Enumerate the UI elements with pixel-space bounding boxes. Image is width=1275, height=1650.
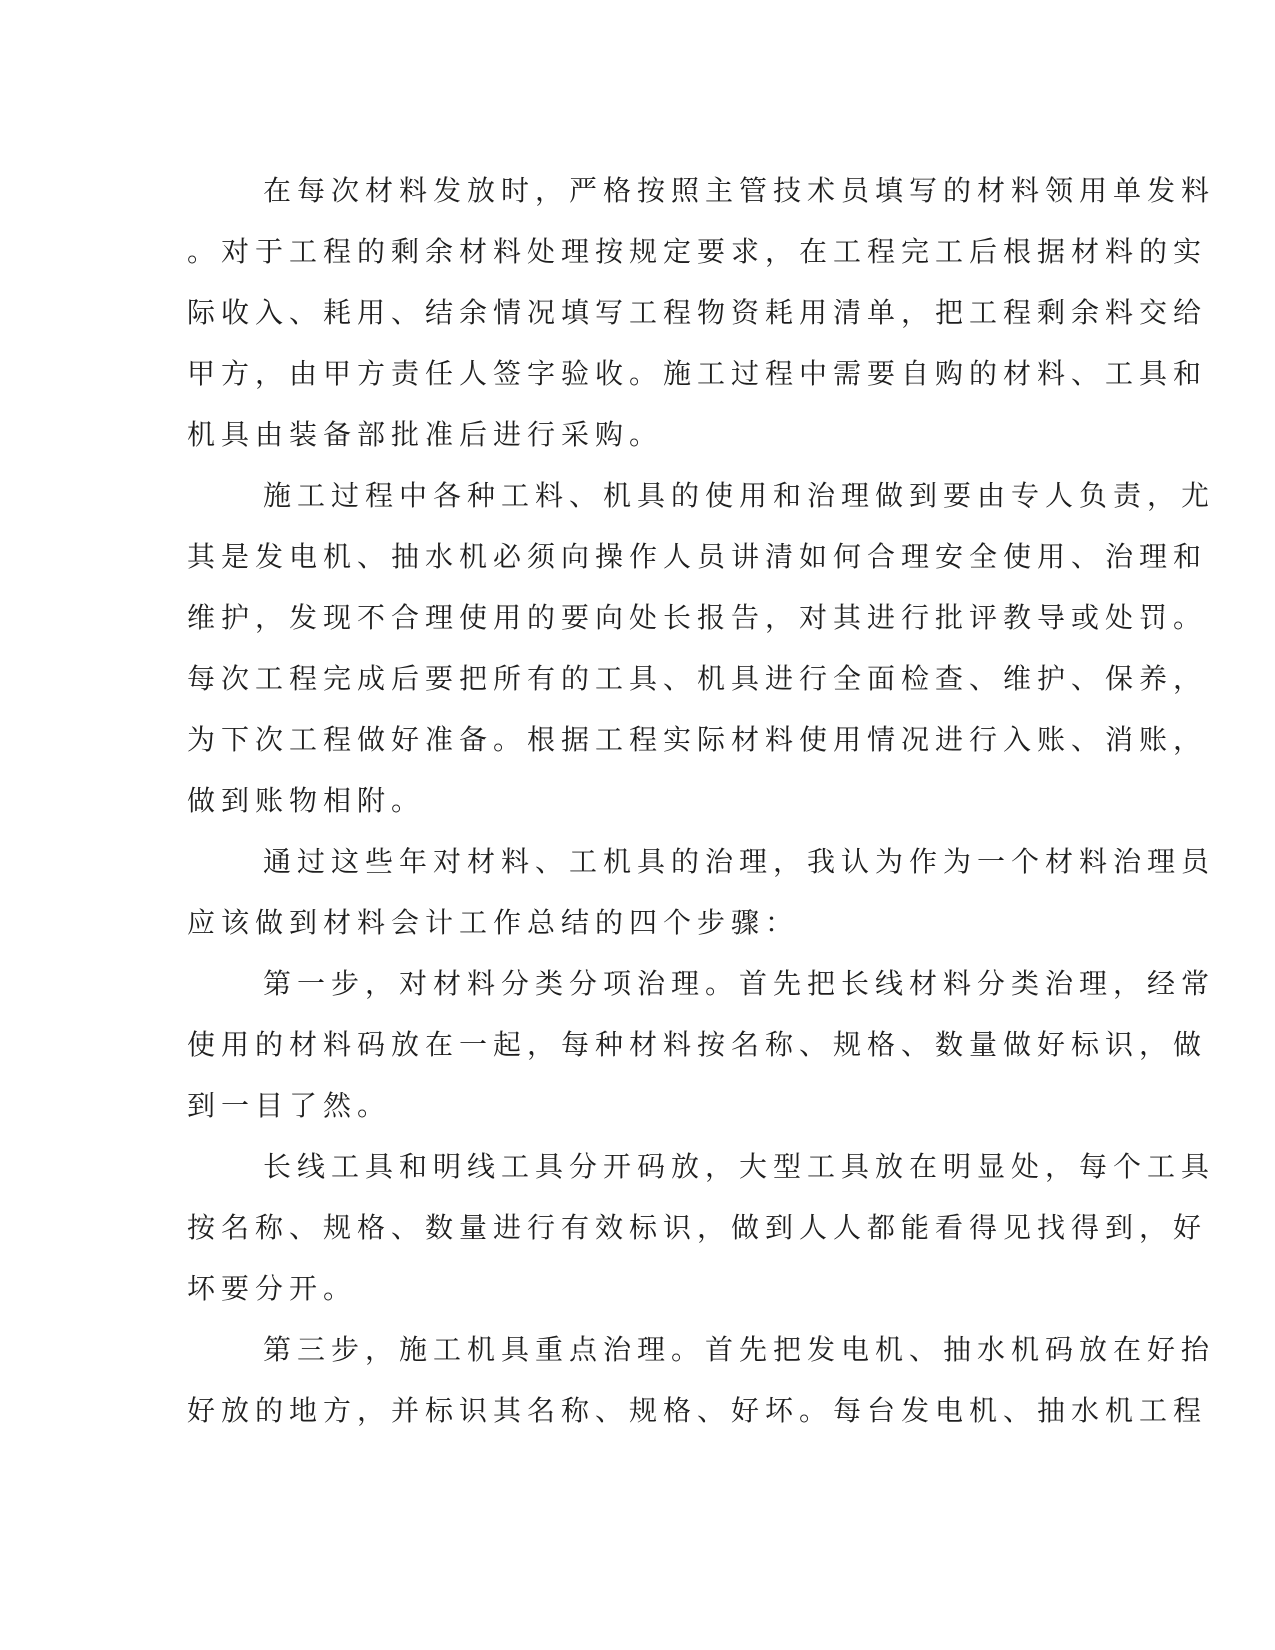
text-line: 其是发电机、抽水机必须向操作人员讲清如何合理安全使用、治理和 <box>187 540 1208 573</box>
text-line: 第一步，对材料分类分项治理。首先把长线材料分类治理，经常 <box>263 967 1216 1000</box>
text-line: 坏要分开。 <box>187 1272 358 1305</box>
text-line: 第三步，施工机具重点治理。首先把发电机、抽水机码放在好抬 <box>263 1333 1216 1366</box>
text-line: 长线工具和明线工具分开码放，大型工具放在明显处，每个工具 <box>263 1150 1216 1183</box>
text-line: 使用的材料码放在一起，每种材料按名称、规格、数量做好标识，做 <box>187 1028 1208 1061</box>
text-line: 应该做到材料会计工作总结的四个步骤： <box>187 906 800 939</box>
text-line: 每次工程完成后要把所有的工具、机具进行全面检查、维护、保养， <box>187 662 1208 695</box>
text-line: 甲方，由甲方责任人签字验收。施工过程中需要自购的材料、工具和 <box>187 357 1208 390</box>
text-line: 。对于工程的剩余材料处理按规定要求，在工程完工后根据材料的实 <box>187 235 1208 268</box>
text-line: 际收入、耗用、结余情况填写工程物资耗用清单，把工程剩余料交给 <box>187 296 1208 329</box>
body-text <box>187 160 1216 1441</box>
text-line: 好放的地方，并标识其名称、规格、好坏。每台发电机、抽水机工程 <box>187 1394 1208 1427</box>
text-line: 维护，发现不合理使用的要向处长报告，对其进行批评教导或处罚。 <box>187 601 1208 634</box>
text-line: 做到账物相附。 <box>187 784 426 817</box>
text-line: 按名称、规格、数量进行有效标识，做到人人都能看得见找得到，好 <box>187 1211 1208 1244</box>
text-line: 到一目了然。 <box>187 1089 392 1122</box>
text-line: 施工过程中各种工料、机具的使用和治理做到要由专人负责，尤 <box>263 479 1216 512</box>
text-line: 机具由装备部批准后进行采购。 <box>187 418 664 451</box>
text-line: 为下次工程做好准备。根据工程实际材料使用情况进行入账、消账， <box>187 723 1208 756</box>
text-line: 在每次材料发放时，严格按照主管技术员填写的材料领用单发料 <box>263 174 1216 207</box>
text-line: 通过这些年对材料、工机具的治理，我认为作为一个材料治理员 <box>263 845 1216 878</box>
